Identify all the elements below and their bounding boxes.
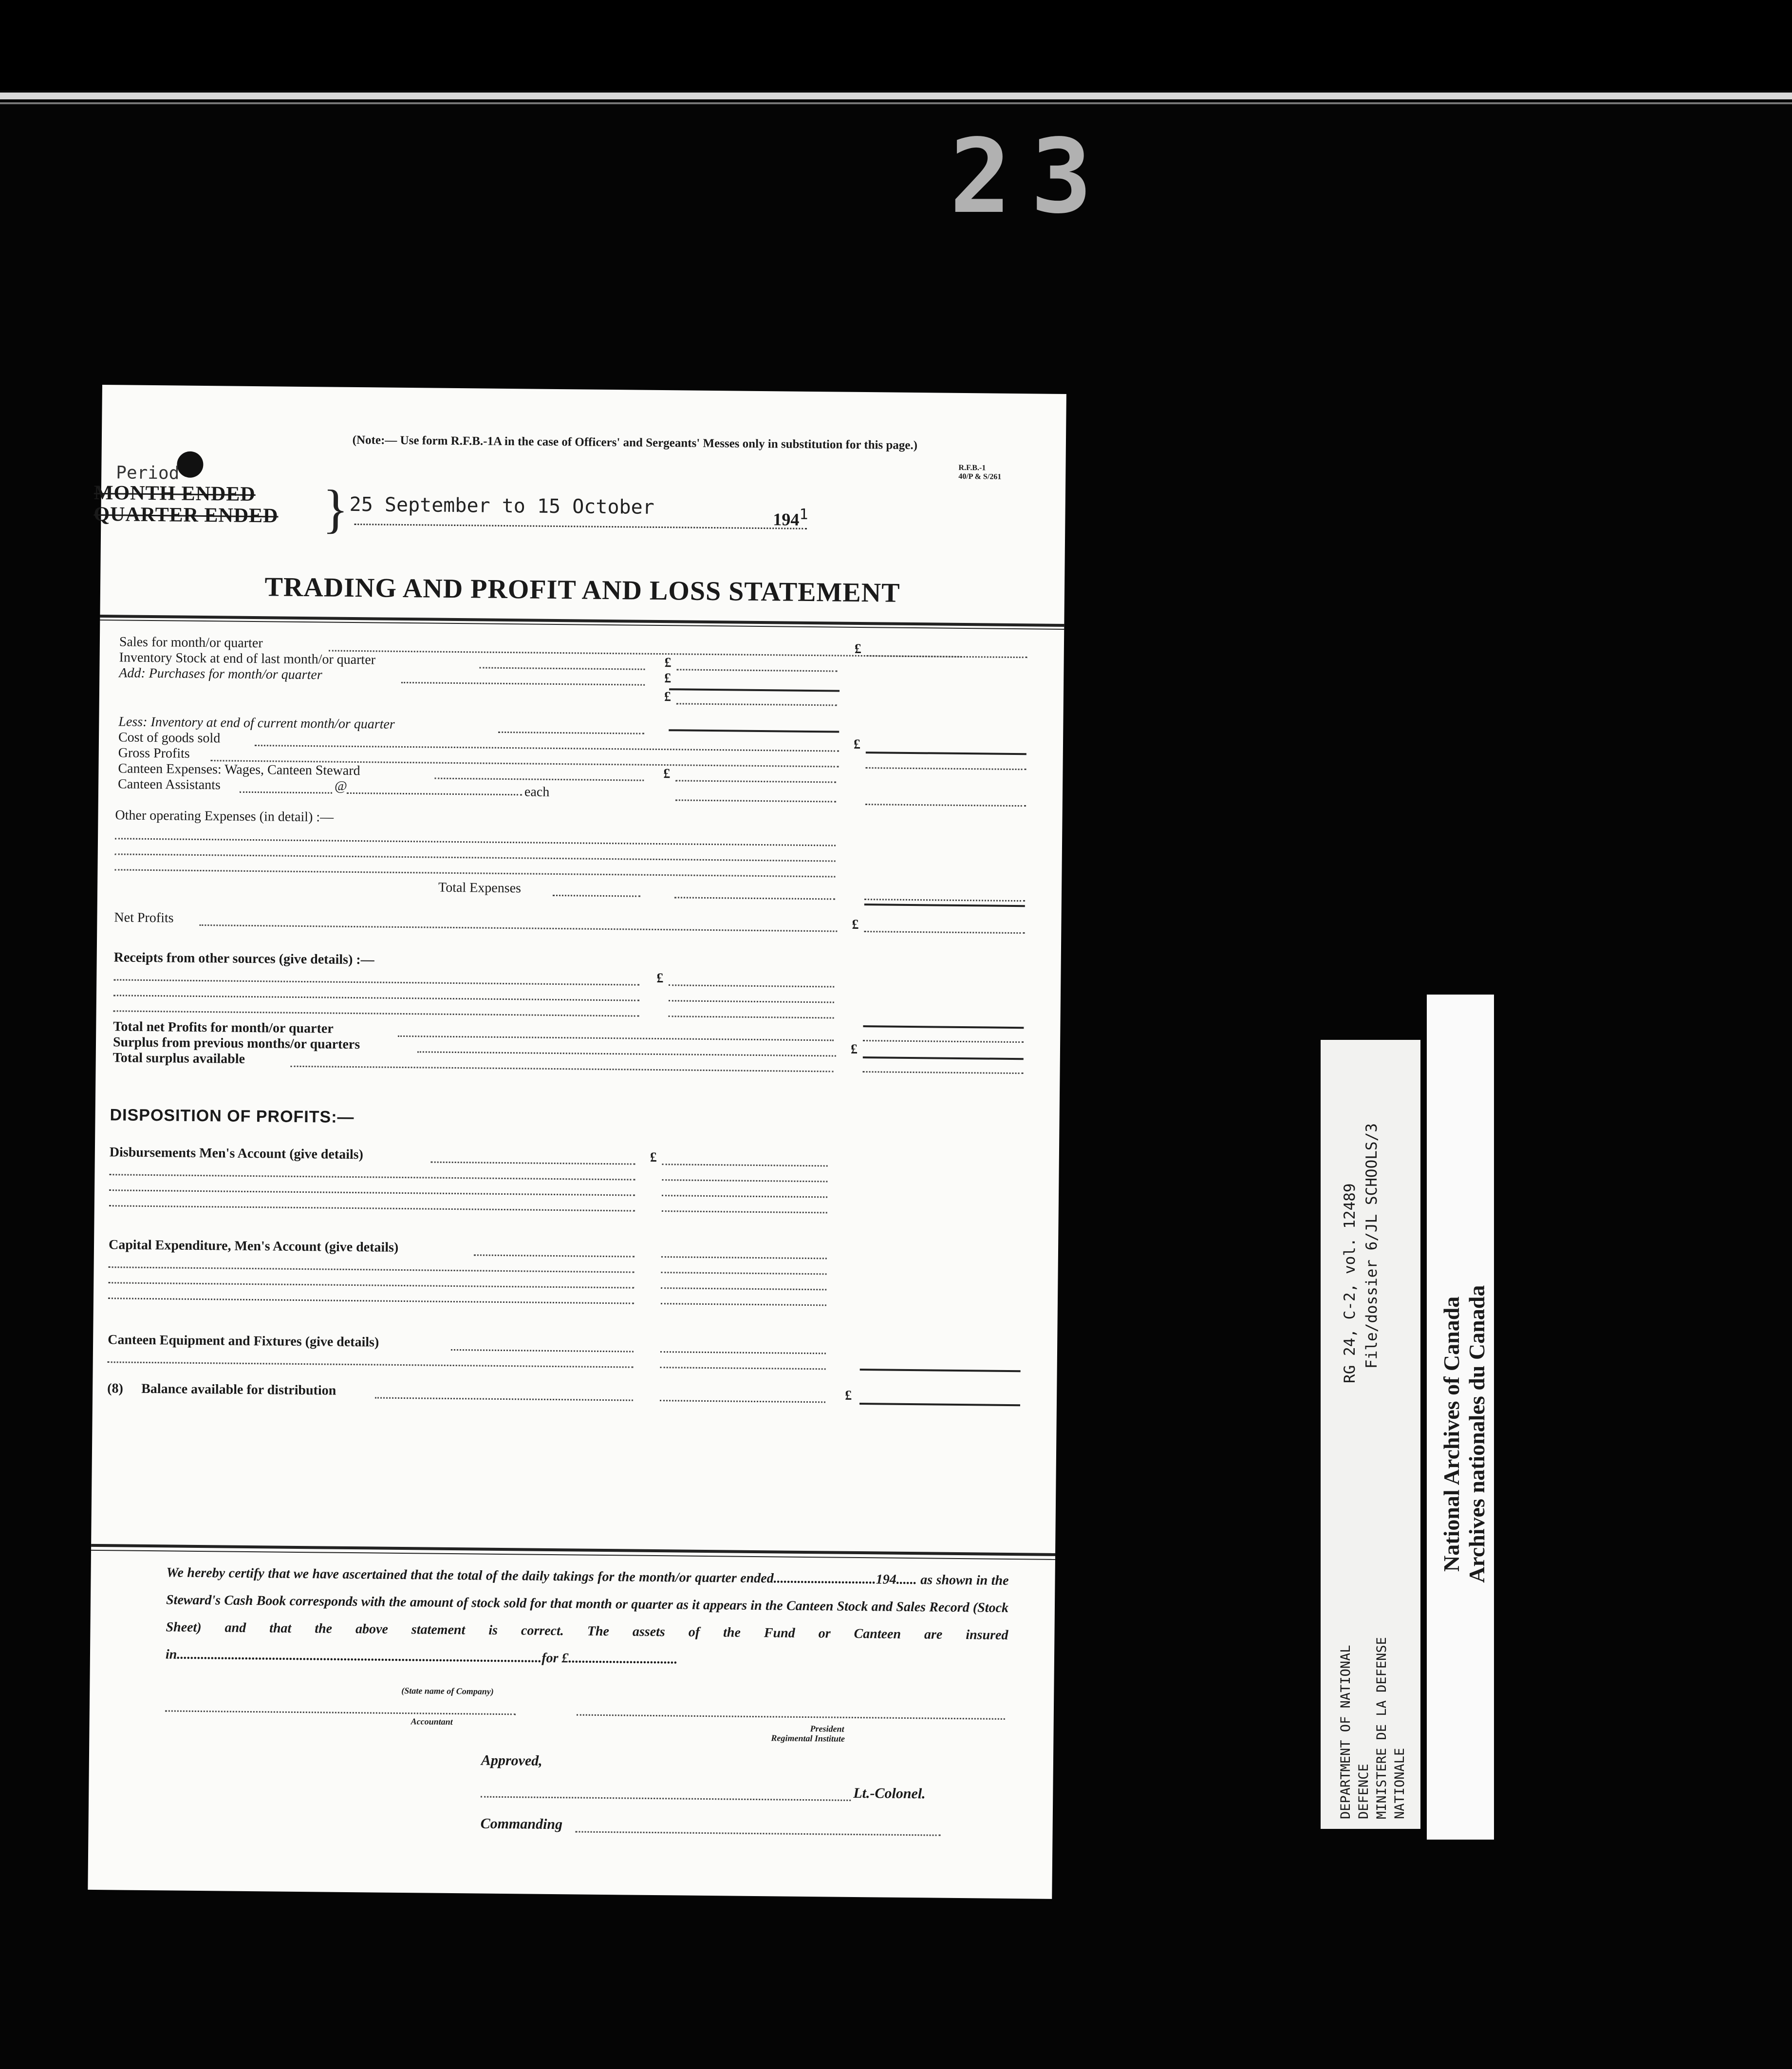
canteen-assistants-label: Canteen Assistants <box>117 776 221 793</box>
period-value: 25 September to 15 October <box>349 493 654 519</box>
equipment-underline <box>860 1369 1021 1372</box>
balance-pound: £ <box>845 1388 852 1403</box>
cost-of-goods-leader <box>255 745 839 752</box>
commanding-line <box>576 1831 941 1836</box>
ref-line2: File/dossier 6/JL SCHOOLS/3 <box>1363 1123 1381 1369</box>
period-label: Period <box>116 463 180 484</box>
archive-reference <box>1339 1123 1383 1383</box>
add-purchases-underline <box>669 688 840 692</box>
surplus-underline <box>863 1056 1024 1060</box>
disbursements-line2 <box>109 1174 635 1180</box>
disbursements-label: Disbursements Men's Account (give details) <box>109 1145 364 1163</box>
president-signature-line <box>577 1714 1005 1719</box>
equipment-line2 <box>108 1361 634 1368</box>
other-expenses-label: Other operating Expenses (in detail) :— <box>115 808 334 825</box>
film-top-band <box>0 0 1792 90</box>
archive-name-en: National Archives of Canada <box>1439 1296 1464 1572</box>
total-expenses-label: Total Expenses <box>438 880 522 896</box>
form-code <box>958 464 1001 481</box>
lt-colonel-label: Lt.-Colonel. <box>853 1785 926 1802</box>
film-top-edge <box>0 93 1792 99</box>
balance-amount <box>660 1400 825 1403</box>
punch-hole <box>177 451 204 478</box>
equipment-leader <box>451 1349 634 1353</box>
receipts-line2 <box>113 995 639 1001</box>
president-label: President <box>810 1724 844 1734</box>
net-profits-label: Net Profits <box>114 910 174 926</box>
period-type <box>93 482 279 527</box>
total-surplus-label: Total surplus available <box>112 1050 245 1067</box>
receipts-amount1 <box>669 984 834 987</box>
add-purchases-leader <box>401 682 645 686</box>
ref-line1: RG 24, C-2, vol. 12489 <box>1341 1183 1359 1383</box>
regimental-institute-label: Regimental Institute <box>771 1733 845 1744</box>
disbursements-leader <box>431 1162 635 1165</box>
canteen-assistants-amount <box>675 799 836 802</box>
capital-amount1 <box>661 1256 827 1259</box>
dept-line3: MINISTERE DE LA DEFENSE <box>1374 1637 1389 1819</box>
total-surplus-leader <box>291 1066 834 1072</box>
net-profits-pound: £ <box>852 917 859 932</box>
other-expenses-line1 <box>115 838 836 846</box>
department-stamp-text <box>1337 1637 1409 1819</box>
receipts-pound: £ <box>656 970 664 986</box>
year-prefix: 194 <box>773 509 800 529</box>
cost-of-goods-underline <box>866 752 1027 755</box>
capital-line4 <box>108 1298 634 1304</box>
year-field <box>773 506 808 530</box>
receipts-line1 <box>113 979 639 985</box>
other-expenses-line3 <box>114 869 835 877</box>
equipment-label: Canteen Equipment and Fixtures (give details) <box>108 1332 379 1350</box>
total-expenses-amount <box>674 897 835 900</box>
disbursements-pound: £ <box>650 1149 657 1166</box>
gross-profits-amount <box>866 767 1027 770</box>
capital-amount4 <box>661 1303 826 1306</box>
balance-number: (8) <box>107 1381 124 1396</box>
total-net-profits-underline <box>863 1025 1024 1029</box>
approved-label: Approved, <box>481 1752 542 1769</box>
month-ended-label: MONTH ENDED <box>93 481 256 506</box>
balance-leader <box>375 1397 633 1401</box>
form-code-line2: 40/P & S/261 <box>958 472 1002 481</box>
dept-line4: NATIONALE <box>1392 1748 1407 1819</box>
dept-line2: DEFENCE <box>1356 1764 1371 1819</box>
sales-pound: £ <box>854 641 862 657</box>
total-net-profits-label: Total net Profits for month/or quarter <box>113 1019 334 1036</box>
capital-line2 <box>109 1266 635 1273</box>
sales-label: Sales for month/or quarter <box>119 634 263 651</box>
less-inventory-leader <box>498 732 644 734</box>
equipment-amount1 <box>660 1351 826 1354</box>
archive-name-fr: Archives nationales du Canada <box>1464 1285 1489 1583</box>
inventory-start-leader <box>479 667 645 670</box>
net-profits-amount <box>864 931 1025 934</box>
total-surplus-amount <box>863 1071 1024 1074</box>
total-expenses-col2 <box>864 899 1025 902</box>
year-suffix: 1 <box>799 506 808 523</box>
net-profits-leader <box>199 924 837 932</box>
surplus-previous-leader <box>417 1051 836 1056</box>
capital-line3 <box>108 1282 634 1288</box>
disbursements-amount4 <box>662 1210 827 1213</box>
canteen-expenses-pound: £ <box>663 766 671 782</box>
capital-leader <box>474 1254 635 1257</box>
add-purchases-pound: £ <box>664 671 672 686</box>
surplus-previous-label: Surplus from previous months/or quarters <box>112 1034 360 1053</box>
less-inventory-label: Less: Inventory at end of current month/or quarter <box>118 714 395 732</box>
disposition-heading: DISPOSITION OF PROFITS:— <box>110 1106 355 1127</box>
page-number: 23 <box>950 117 1112 236</box>
receipts-amount2 <box>669 1000 834 1003</box>
surplus-pound: £ <box>850 1041 858 1057</box>
equipment-amount2 <box>660 1367 826 1370</box>
canteen-total-amount <box>865 804 1026 807</box>
less-inventory-underline <box>669 729 839 733</box>
other-expenses-line2 <box>115 853 836 862</box>
statement-title: TRADING AND PROFIT AND LOSS STATEMENT <box>264 572 900 608</box>
total-expenses-leader <box>553 895 640 897</box>
brace-glyph: } <box>322 479 349 539</box>
form-code-line1: R.F.B.-1 <box>958 463 986 472</box>
disbursements-amount1 <box>662 1164 828 1166</box>
dept-line1: DEPARTMENT OF NATIONAL <box>1338 1645 1353 1819</box>
canteen-expenses-label: Canteen Expenses: Wages, Canteen Steward <box>118 761 360 779</box>
film-top-edge-thin <box>0 102 1792 104</box>
quarter-ended-label: QUARTER ENDED <box>93 503 279 527</box>
disbursements-line3 <box>109 1189 635 1196</box>
capital-label: Capital Expenditure, Men's Account (give details) <box>108 1237 399 1255</box>
sales-amount <box>867 655 1027 658</box>
total-net-profits-amount <box>863 1040 1024 1043</box>
disbursements-amount2 <box>662 1179 827 1182</box>
cost-of-goods-label: Cost of goods sold <box>118 730 221 746</box>
balance-underline <box>859 1403 1020 1406</box>
capital-amount3 <box>661 1287 826 1290</box>
subtotal-pound: £ <box>664 689 672 705</box>
at-sign: @ <box>334 778 348 794</box>
commanding-label: Commanding <box>480 1815 563 1833</box>
accountant-label: Accountant <box>411 1716 453 1727</box>
assistants-rate-field <box>347 792 522 795</box>
archives-name <box>1439 1285 1490 1583</box>
total-net-profits-leader <box>398 1035 834 1041</box>
receipts-line3 <box>113 1010 639 1016</box>
inventory-start-label: Inventory Stock at end of last month/or quarter <box>119 650 376 668</box>
total-expenses-underline <box>864 903 1025 907</box>
period-dotted-line <box>354 524 807 529</box>
inventory-start-pound: £ <box>664 655 672 671</box>
cost-of-goods-pound: £ <box>853 736 861 752</box>
company-note: (State name of Company) <box>401 1686 494 1696</box>
balance-label: Balance available for distribution <box>141 1381 336 1398</box>
form-paper <box>88 385 1066 1899</box>
gross-profits-label: Gross Profits <box>118 745 190 761</box>
each-label: each <box>524 784 550 800</box>
certificate-text: We hereby certify that we have ascertained that the total of the daily takings for the month/or quarter ended..............................194...... as shown in the Steward's Cash Book corresponds with the amount of stock sold for that month or quarter as it appears in the Canteen Stock and Sales Record (Stock Sheet) and that the above statement is correct. The assets of the Fund or Canteen are insured in...........................................................................................................for £................................ <box>165 1565 1009 1667</box>
receipts-amount3 <box>669 1016 834 1018</box>
canteen-expenses-amount <box>675 780 836 783</box>
canteen-expenses-leader <box>434 778 644 781</box>
lt-colonel-signature-line <box>481 1796 851 1801</box>
inventory-start-amount <box>676 669 837 672</box>
accountant-signature-line <box>165 1710 516 1715</box>
add-purchases-label: Add: Purchases for month/or quarter <box>119 665 322 683</box>
capital-amount2 <box>661 1272 827 1275</box>
form-note: (Note:— Use form R.F.B.-1A in the case of Officers' and Sergeants' Messes only in substitution for this page.) <box>352 433 918 452</box>
subtotal-amount <box>676 703 837 706</box>
disbursements-amount3 <box>662 1195 827 1198</box>
assistants-count-field <box>240 791 332 794</box>
disbursements-line4 <box>109 1205 635 1211</box>
receipts-other-label: Receipts from other sources (give details) :— <box>113 950 374 968</box>
